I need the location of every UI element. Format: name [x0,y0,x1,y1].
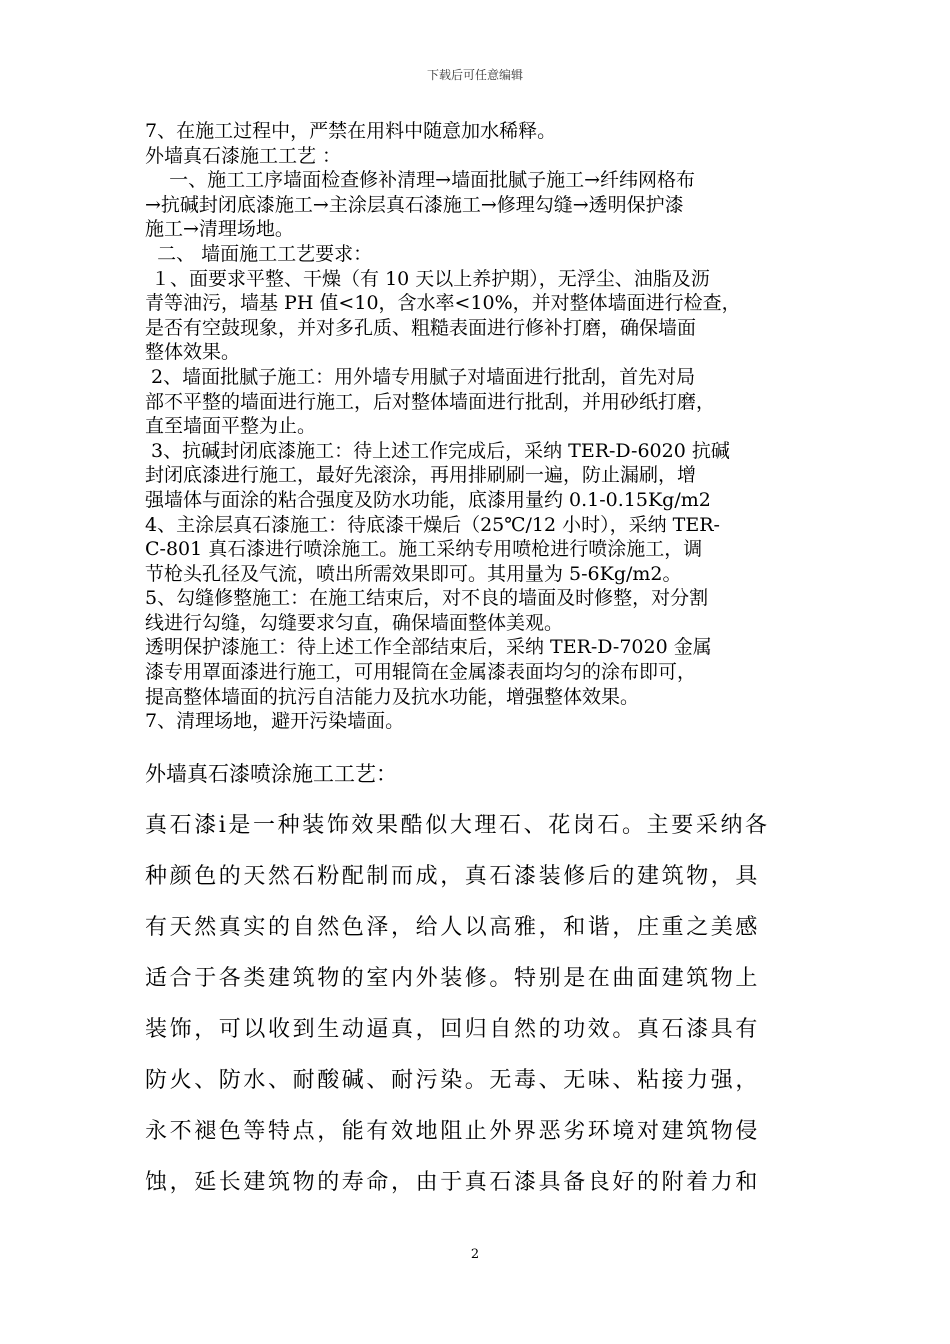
text-line: 一、施工工序墙面检查修补清理→墙面批腻子施工→纤纬网格布 [145,169,695,192]
text-line: １、面要求平整、干燥（有 10 天以上养护期），无浮尘、油脂及沥 [145,267,710,290]
text-line: 5、勾缝修整施工：在施工结束后，对不良的墙面及时修整，对分割 [145,587,709,610]
construction-steps-text [145,119,813,734]
text-line: 外墙真石漆施工工艺 ： [145,144,342,167]
text-line: 提高整体墙面的抗污自洁能力及抗水功能，增强整体效果。 [145,685,640,708]
stone-paint-description [145,800,813,1208]
text-line: 青等油污，墙基 PH 值<10，含水率<10%，并对整体墙面进行检查， [145,292,741,315]
text-line: 永不褪色等特点，能有效地阻止外界恶劣环境对建筑物侵 [145,1119,761,1144]
text-line: →抗碱封闭底漆施工→主涂层真石漆施工→修理勾缝→透明保护漆 [145,193,684,216]
text-line: 节枪头孔径及气流，喷出所需效果即可。其用量为 5-6Kg/m2。 [145,562,682,585]
page-number: 2 [470,1247,480,1262]
text-line: 7、在施工过程中，严禁在用料中随意加水稀释。 [145,120,557,142]
text-line: 直至墙面平整为止。 [145,415,317,438]
text-line: 7、清理场地，避开污染墙面。 [145,710,405,733]
text-line: 漆专用罩面漆进行施工，可用辊筒在金属漆表面均匀的涂布即可， [145,661,697,684]
text-line: 线进行勾缝，勾缝要求匀直，确保墙面整体美观。 [145,611,564,634]
text-line: 装饰，可以收到生动逼真，回归自然的功效。真石漆具有 [145,1017,761,1042]
text-line: 部不平整的墙面进行施工，后对整体墙面进行批刮，并用砂纸打磨， [145,390,716,413]
text-line: 透明保护漆施工：待上述工作全部结束后，采纳 TER-D-7020 金属 [145,636,712,659]
text-line: 封闭底漆进行施工，最好先滚涂，再用排刷刷一遍，防止漏刷，增 [145,464,697,487]
text-line: 3、抗碱封闭底漆施工：待上述工作完成后，采纳 TER-D-6020 抗碱 [145,439,730,462]
text-line: 施工→清理场地。 [145,218,294,241]
text-line: 种颜色的天然石粉配制而成，真石漆装修后的建筑物，具 [145,864,761,889]
text-line: 强墙体与面涂的粘合强度及防水功能，底漆用量约 0.1-0.15Kg/m2 [145,488,711,511]
text-line: 4、主涂层真石漆施工：待底漆干燥后（25℃/12 小时），采纳 TER- [145,513,720,536]
text-line: 有天然真实的自然色泽，给人以高雅，和谐，庄重之美感 [145,915,761,940]
text-line: 整体效果。 [145,341,241,364]
section-heading: 外墙真石漆喷涂施工工艺： [145,762,397,786]
page-header-note: 下载后可任意编辑 [426,68,523,82]
text-line: 防火、防水、耐酸碱、耐污染。无毒、无味、粘接力强， [145,1068,761,1093]
text-line: C-801 真石漆进行喷涂施工。施工采纳专用喷枪进行喷涂施工，调 [145,538,703,561]
text-line: 二、 墙面施工工艺要求： [145,242,373,265]
text-line: 2、墙面批腻子施工：用外墙专用腻子对墙面进行批刮，首先对局 [145,365,696,388]
text-line: 蚀，延长建筑物的寿命，由于真石漆具备良好的附着力和 [145,1170,761,1195]
text-line: 真石漆ⅰ是一种装饰效果酷似大理石、花岗石。主要采纳各 [145,813,770,838]
text-line: 适合于各类建筑物的室内外装修。特别是在曲面建筑物上 [145,966,761,991]
text-line: 是否有空鼓现象，并对多孔质、粗糙表面进行修补打磨，确保墙面 [145,316,697,339]
